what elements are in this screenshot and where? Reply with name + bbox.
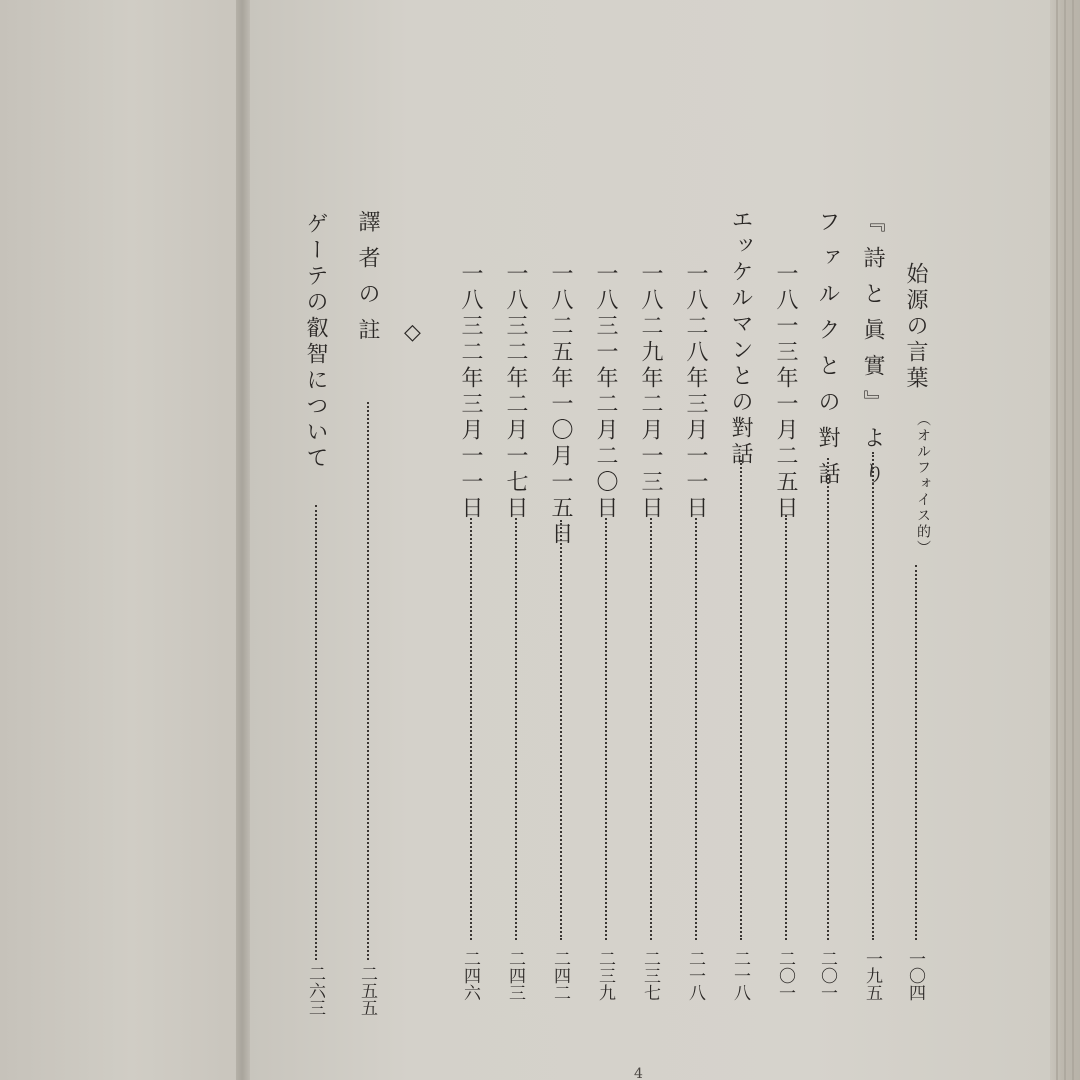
dot-leader <box>785 515 787 940</box>
dot-leader <box>650 518 652 940</box>
page-edges <box>1050 0 1080 1080</box>
toc-entry-title: ファルクとの對話 <box>815 210 840 498</box>
toc-entry-title: 『詩と眞實』より <box>860 210 885 498</box>
toc-page-number: 二〇一 <box>775 950 795 1001</box>
dot-leader <box>515 518 517 940</box>
dot-leader <box>315 505 317 960</box>
toc-page-number: 二五五 <box>357 965 377 1016</box>
dot-leader <box>560 520 562 940</box>
toc-entry-title: 一八二五年一〇月一五日 <box>548 262 573 548</box>
toc-page-number: 二一八 <box>685 950 705 1001</box>
toc-entry-title: 一八三一年二月二〇日 <box>593 262 618 522</box>
section-separator: ◇ <box>404 320 421 345</box>
dot-leader <box>827 458 829 940</box>
toc-entry-title: 一八三二年三月一一日 <box>458 262 483 522</box>
toc-entry-title: 始源の言葉 <box>903 262 928 392</box>
dot-leader <box>915 565 917 940</box>
toc-entry-title: 譯者の註 <box>355 210 380 354</box>
toc-entry-title: 一八二八年三月一一日 <box>683 262 708 522</box>
dot-leader <box>695 518 697 940</box>
toc-page-number: 二三七 <box>640 950 660 1001</box>
dot-leader <box>872 452 874 940</box>
book-gutter <box>236 0 250 1080</box>
toc-page-number: 二三九 <box>595 950 615 1001</box>
dot-leader <box>740 460 742 940</box>
toc-entry-title: ゲーテの叡智について <box>303 212 328 472</box>
left-page <box>0 0 240 1080</box>
toc-entry-subtitle: （オルフォイス的） <box>915 412 931 556</box>
toc-page-number: 一〇四 <box>905 950 925 1001</box>
dot-leader <box>605 518 607 940</box>
toc-page-number: 二四六 <box>460 950 480 1001</box>
dot-leader <box>367 402 369 960</box>
toc-page-number: 二一八 <box>730 950 750 1001</box>
toc-page-number: 二四二 <box>550 950 570 1001</box>
toc-entry-title: エッケルマンとの對話 <box>728 208 753 468</box>
toc-page-number: 二四三 <box>505 950 525 1001</box>
toc-page-number: 一九五 <box>862 950 882 1001</box>
dot-leader <box>470 518 472 940</box>
toc-entry-title: 一八一三年一月二五日 <box>773 262 798 522</box>
toc-page-number: 二六三 <box>305 965 325 1016</box>
toc-page-number: 二〇一 <box>817 950 837 1001</box>
page-folio: 4 <box>634 1066 643 1080</box>
toc-entry-title: 一八三二年二月一七日 <box>503 262 528 522</box>
toc-entry-title: 一八二九年二月一三日 <box>638 262 663 522</box>
